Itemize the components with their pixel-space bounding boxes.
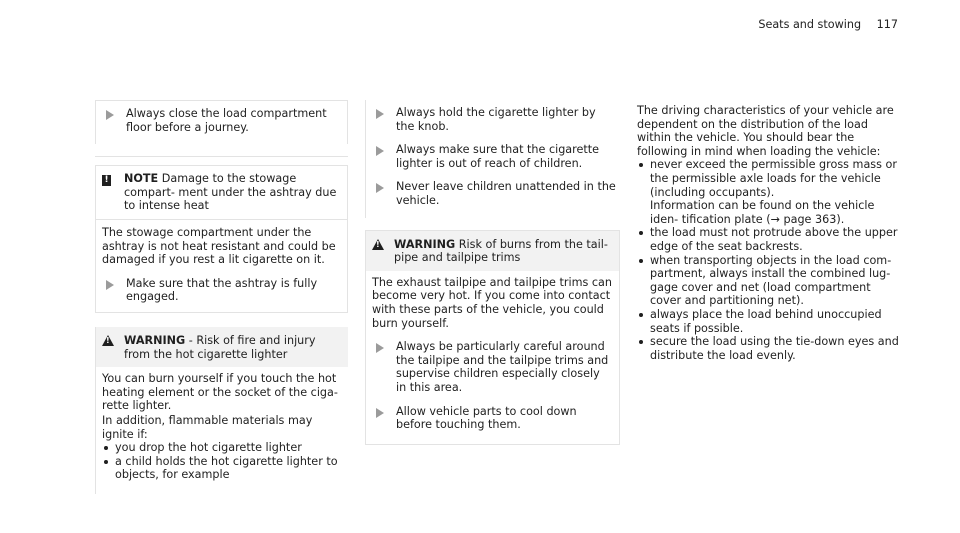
warning-triangle-icon: [102, 335, 114, 346]
step-text: Always be particularly careful around the tailpipe and the tailpipe trims and supervise children especially closely in this area.: [396, 340, 609, 394]
column-1: [95, 100, 348, 494]
warning-paragraph: You can burn yourself if you touch the hot heating element or the socket of the ciga- rette lighter.: [102, 372, 338, 413]
loading-bullet-list: [637, 158, 899, 362]
note-label: NOTE: [124, 172, 159, 186]
warning-paragraph-2: In addition, flammable materials may ignite if:: [102, 413, 313, 441]
note-head: [96, 166, 347, 219]
warning-bullet-list: [102, 441, 342, 482]
step-text: Allow vehicle parts to cool down before touching them.: [396, 404, 577, 432]
list-item: when transporting objects in the load com- partment, always install the combined lug- gage cover and net (load compartment cover and partitioning net).: [637, 254, 899, 308]
list-item: the load must not protrude above the upper edge of the seat backrests.: [637, 226, 899, 253]
instruction-step: [366, 178, 620, 217]
warning-label: WARNING: [394, 237, 456, 251]
step-list-top: [365, 100, 620, 218]
page-header: [758, 18, 898, 32]
step-arrow-icon: [376, 109, 384, 119]
warning-title: - Risk of fire and injury from the hot cigarette lighter: [124, 333, 316, 361]
note-icon: !: [102, 175, 111, 186]
list-item: a child holds the hot cigarette lighter to objects, for example: [102, 455, 342, 482]
list-item: never exceed the permissible gross mass or the permissible axle loads for the vehicle (including occupants). Information can be found on the vehicle iden- tification plate (→ page 363).: [637, 158, 899, 226]
step-box-top: [95, 100, 348, 144]
warning-title: Risk of burns from the tail- pipe and tailpipe trims: [394, 237, 608, 265]
instruction-step: [96, 101, 347, 144]
warning-box-2: [365, 230, 620, 445]
step-text: Always hold the cigarette lighter by the knob.: [396, 106, 596, 133]
page-number: 117: [876, 18, 898, 31]
step-text: Always close the load compartment floor before a journey.: [126, 107, 327, 134]
warning-triangle-icon: [372, 239, 384, 250]
step-arrow-icon: [376, 408, 384, 418]
note-step: [96, 267, 347, 312]
section-title: Seats and stowing: [758, 18, 862, 31]
step-arrow-icon: [106, 280, 114, 290]
note-title: Damage to the stowage compart- ment under the ashtray due to intense heat: [124, 172, 337, 213]
step-arrow-icon: [106, 110, 114, 120]
step-text: Always make sure that the cigarette lighter is out of reach of children.: [396, 143, 600, 170]
step-arrow-icon: [376, 146, 384, 156]
warning-label: WARNING: [124, 333, 186, 347]
warning-paragraph: The exhaust tailpipe and tailpipe trims can become very hot. If you come into contact with these parts of the vehicle, you could burn yourself.: [372, 275, 612, 330]
bullet-extra: Information can be found on the vehicle iden- tification plate (→ page 363).: [650, 199, 875, 226]
instruction-step: [366, 330, 619, 402]
note-body: The stowage compartment under the ashtray is not heat resistant and could be damaged if you rest a lit cigarette on it.: [102, 225, 336, 267]
instruction-step: [366, 403, 619, 444]
list-item: you drop the hot cigarette lighter: [102, 441, 342, 455]
step-arrow-icon: [376, 343, 384, 353]
warning-box-1: [95, 327, 348, 494]
list-item: secure the load using the tie-down eyes and distribute the load evenly.: [637, 335, 899, 362]
column-2: [365, 100, 620, 445]
step-arrow-icon: [376, 183, 384, 193]
note-step-text: Make sure that the ashtray is fully engaged.: [126, 276, 318, 304]
step-text: Never leave children unattended in the vehicle.: [396, 180, 616, 207]
intro-paragraph: The driving characteristics of your vehicle are dependent on the distribution of the load within the vehicle. You should bear the following in mind when loading the vehicle:: [637, 104, 894, 158]
list-item: always place the load behind unoccupied seats if possible.: [637, 308, 899, 335]
column-3: [637, 104, 899, 362]
instruction-step: [366, 141, 620, 178]
instruction-step: [366, 100, 620, 141]
note-box: [95, 165, 348, 313]
